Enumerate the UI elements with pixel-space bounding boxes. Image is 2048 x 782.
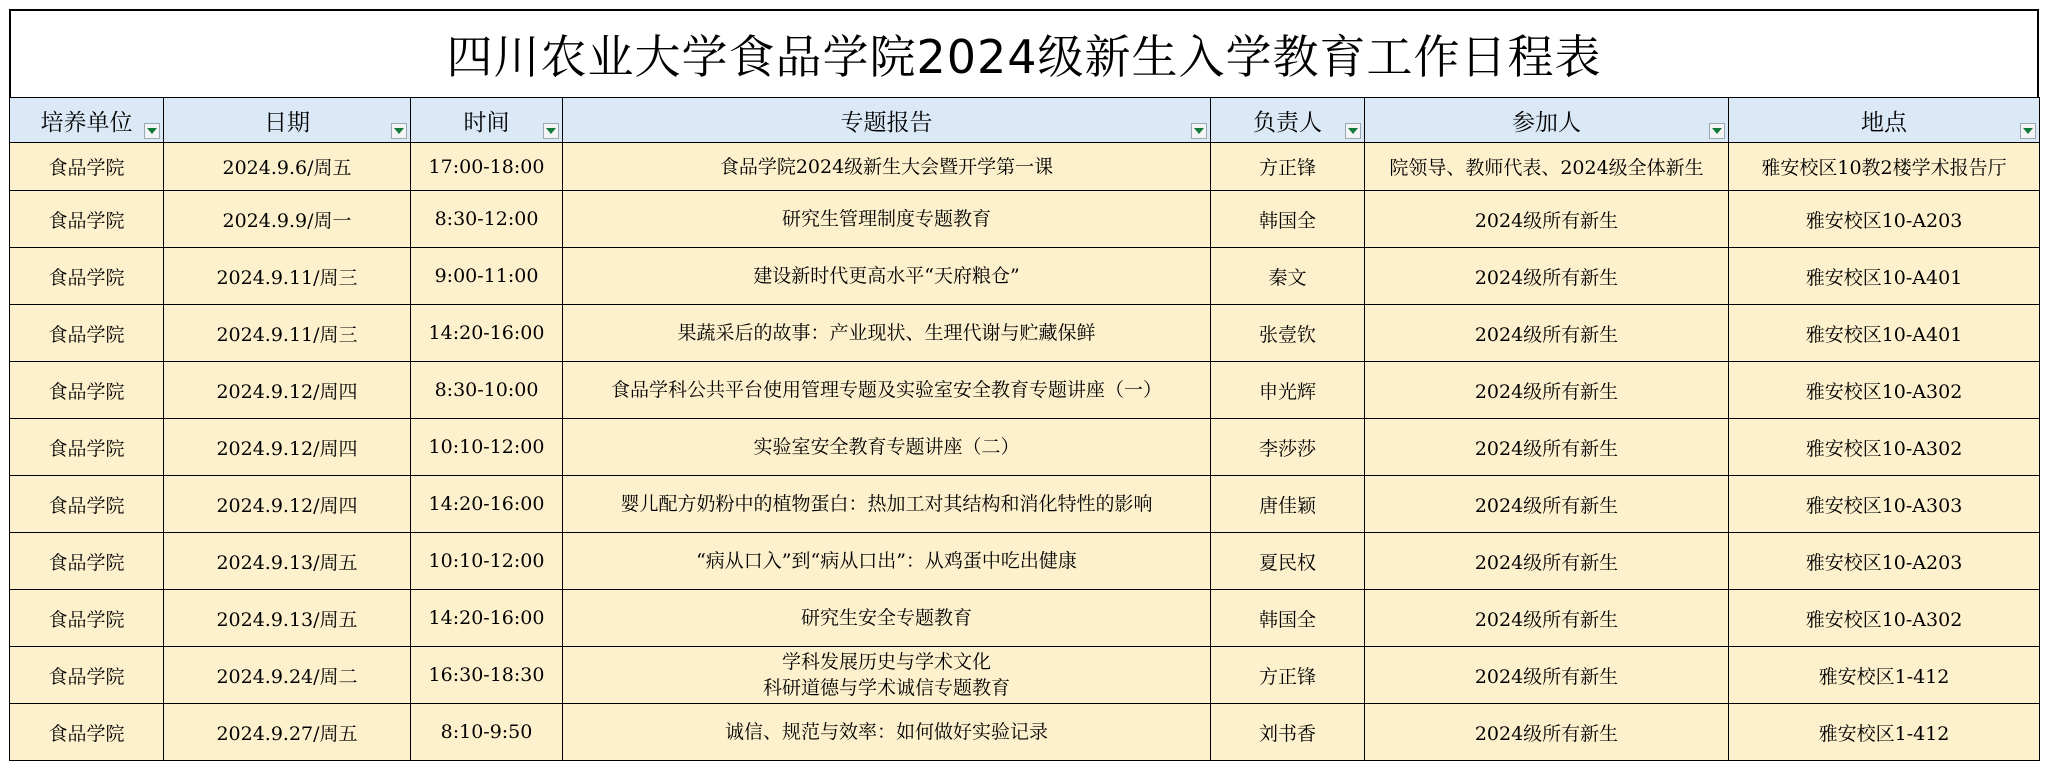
cell-unit[interactable]: 食品学院 <box>10 476 164 533</box>
cell-location[interactable]: 雅安校区10-A203 <box>1729 533 2040 590</box>
table-row <box>10 647 2040 704</box>
column-header-location[interactable] <box>1729 98 2040 143</box>
cell-unit[interactable]: 食品学院 <box>10 590 164 647</box>
cell-owner[interactable]: 唐佳颖 <box>1211 476 1365 533</box>
cell-attendees[interactable]: 2024级所有新生 <box>1365 704 1729 761</box>
column-header-label: 地点 <box>1861 109 1907 136</box>
sheet-title[interactable]: 四川农业大学食品学院2024级新生入学教育工作日程表 <box>9 9 2039 97</box>
schedule-table <box>9 97 2040 761</box>
topic-line: 研究生管理制度专题教育 <box>781 208 991 230</box>
cell-attendees[interactable]: 2024级所有新生 <box>1365 590 1729 647</box>
cell-time[interactable]: 10:10-12:00 <box>411 533 563 590</box>
cell-topic[interactable] <box>563 143 1211 191</box>
cell-unit[interactable]: 食品学院 <box>10 533 164 590</box>
cell-topic[interactable] <box>563 647 1211 704</box>
cell-location[interactable]: 雅安校区10教2楼学术报告厅 <box>1729 143 2040 191</box>
column-header-topic[interactable] <box>563 98 1211 143</box>
cell-date[interactable]: 2024.9.13/周五 <box>164 533 411 590</box>
column-header-owner[interactable] <box>1211 98 1365 143</box>
cell-topic[interactable] <box>563 419 1211 476</box>
column-header-attendees[interactable] <box>1365 98 1729 143</box>
cell-location[interactable]: 雅安校区10-A401 <box>1729 305 2040 362</box>
cell-unit[interactable]: 食品学院 <box>10 305 164 362</box>
topic-line: 实验室安全教育专题讲座（二） <box>753 436 1020 458</box>
cell-topic[interactable] <box>563 533 1211 590</box>
table-row <box>10 419 2040 476</box>
cell-date[interactable]: 2024.9.9/周一 <box>164 191 411 248</box>
cell-time[interactable]: 8:30-10:00 <box>411 362 563 419</box>
cell-time[interactable]: 9:00-11:00 <box>411 248 563 305</box>
topic-line: 建设新时代更高水平“天府粮仓” <box>753 265 1020 287</box>
column-header-label: 时间 <box>463 109 510 136</box>
cell-time[interactable]: 10:10-12:00 <box>411 419 563 476</box>
cell-location[interactable]: 雅安校区10-A401 <box>1729 248 2040 305</box>
cell-date[interactable]: 2024.9.12/周四 <box>164 362 411 419</box>
table-row <box>10 590 2040 647</box>
cell-attendees[interactable]: 2024级所有新生 <box>1365 476 1729 533</box>
cell-attendees[interactable]: 2024级所有新生 <box>1365 305 1729 362</box>
cell-time[interactable]: 14:20-16:00 <box>411 590 563 647</box>
cell-date[interactable]: 2024.9.11/周三 <box>164 305 411 362</box>
cell-owner[interactable]: 方正锋 <box>1211 143 1365 191</box>
cell-attendees[interactable]: 2024级所有新生 <box>1365 362 1729 419</box>
cell-owner[interactable]: 方正锋 <box>1211 647 1365 704</box>
cell-unit[interactable]: 食品学院 <box>10 248 164 305</box>
filter-dropdown-icon[interactable] <box>2020 123 2036 139</box>
cell-topic[interactable] <box>563 476 1211 533</box>
cell-unit[interactable]: 食品学院 <box>10 647 164 704</box>
column-header-label: 培养单位 <box>40 109 133 136</box>
cell-location[interactable]: 雅安校区10-A203 <box>1729 191 2040 248</box>
cell-location[interactable]: 雅安校区10-A303 <box>1729 476 2040 533</box>
column-header-label: 专题报告 <box>840 109 933 136</box>
cell-attendees[interactable]: 院领导、教师代表、2024级全体新生 <box>1365 143 1729 191</box>
table-row <box>10 191 2040 248</box>
column-header-time[interactable] <box>411 98 563 143</box>
cell-time[interactable]: 16:30-18:30 <box>411 647 563 704</box>
filter-dropdown-icon[interactable] <box>1345 123 1361 139</box>
cell-owner[interactable]: 秦文 <box>1211 248 1365 305</box>
cell-date[interactable]: 2024.9.12/周四 <box>164 419 411 476</box>
filter-dropdown-icon[interactable] <box>543 123 559 139</box>
filter-dropdown-icon[interactable] <box>391 123 407 139</box>
cell-owner[interactable]: 张壹钦 <box>1211 305 1365 362</box>
cell-owner[interactable]: 韩国全 <box>1211 590 1365 647</box>
cell-unit[interactable]: 食品学院 <box>10 143 164 191</box>
topic-line: 学科发展历史与学术文化 <box>781 651 991 673</box>
cell-owner[interactable]: 刘书香 <box>1211 704 1365 761</box>
table-row <box>10 704 2040 761</box>
cell-unit[interactable]: 食品学院 <box>10 362 164 419</box>
cell-date[interactable]: 2024.9.27/周五 <box>164 704 411 761</box>
cell-attendees[interactable]: 2024级所有新生 <box>1365 191 1729 248</box>
filter-dropdown-icon[interactable] <box>1709 123 1725 139</box>
filter-dropdown-icon[interactable] <box>1191 123 1207 139</box>
cell-topic[interactable] <box>563 362 1211 419</box>
cell-topic[interactable] <box>563 590 1211 647</box>
column-header-label: 参加人 <box>1512 109 1581 136</box>
cell-location[interactable]: 雅安校区10-A302 <box>1729 590 2040 647</box>
column-header-label: 日期 <box>264 109 310 136</box>
topic-line: 食品学院2024级新生大会暨开学第一课 <box>719 155 1054 178</box>
cell-topic[interactable] <box>563 305 1211 362</box>
cell-unit[interactable]: 食品学院 <box>10 419 164 476</box>
cell-date[interactable]: 2024.9.24/周二 <box>164 647 411 704</box>
table-row <box>10 305 2040 362</box>
topic-line: 研究生安全专题教育 <box>800 607 972 629</box>
cell-owner[interactable]: 夏民权 <box>1211 533 1365 590</box>
topic-line: 婴儿配方奶粉中的植物蛋白：热加工对其结构和消化特性的影响 <box>620 493 1153 515</box>
cell-unit[interactable]: 食品学院 <box>10 191 164 248</box>
cell-date[interactable]: 2024.9.13/周五 <box>164 590 411 647</box>
cell-topic[interactable] <box>563 704 1211 761</box>
cell-time[interactable]: 14:20-16:00 <box>411 305 563 362</box>
filter-dropdown-icon[interactable] <box>144 123 160 139</box>
cell-location[interactable]: 雅安校区10-A302 <box>1729 419 2040 476</box>
cell-topic[interactable] <box>563 248 1211 305</box>
cell-date[interactable]: 2024.9.12/周四 <box>164 476 411 533</box>
cell-location[interactable]: 雅安校区1-412 <box>1729 647 2040 704</box>
column-header-date[interactable] <box>164 98 411 143</box>
column-header-unit[interactable] <box>10 98 164 143</box>
cell-date[interactable]: 2024.9.11/周三 <box>164 248 411 305</box>
table-row <box>10 362 2040 419</box>
cell-owner[interactable]: 李莎莎 <box>1211 419 1365 476</box>
cell-time[interactable]: 8:30-12:00 <box>411 191 563 248</box>
topic-line: 果蔬采后的故事：产业现状、生理代谢与贮藏保鲜 <box>677 322 1096 344</box>
spreadsheet <box>9 9 2039 761</box>
cell-topic[interactable] <box>563 191 1211 248</box>
cell-time[interactable]: 14:20-16:00 <box>411 476 563 533</box>
cell-location[interactable]: 雅安校区1-412 <box>1729 704 2040 761</box>
cell-time[interactable]: 8:10-9:50 <box>411 704 563 761</box>
cell-unit[interactable]: 食品学院 <box>10 704 164 761</box>
topic-line: 诚信、规范与效率：如何做好实验记录 <box>724 721 1048 743</box>
table-row <box>10 533 2040 590</box>
cell-attendees[interactable]: 2024级所有新生 <box>1365 533 1729 590</box>
topic-line: 食品学科公共平台使用管理专题及实验室安全教育专题讲座（一） <box>610 379 1162 401</box>
cell-time[interactable]: 17:00-18:00 <box>411 143 563 191</box>
table-row <box>10 143 2040 191</box>
column-header-label: 负责人 <box>1253 109 1322 136</box>
cell-attendees[interactable]: 2024级所有新生 <box>1365 647 1729 704</box>
topic-line: 科研道德与学术诚信专题教育 <box>762 677 1010 699</box>
cell-attendees[interactable]: 2024级所有新生 <box>1365 248 1729 305</box>
header-row <box>10 98 2040 143</box>
cell-date[interactable]: 2024.9.6/周五 <box>164 143 411 191</box>
topic-line: “病从口入”到“病从口出”：从鸡蛋中吃出健康 <box>696 550 1077 572</box>
table-row <box>10 476 2040 533</box>
cell-attendees[interactable]: 2024级所有新生 <box>1365 419 1729 476</box>
cell-owner[interactable]: 申光辉 <box>1211 362 1365 419</box>
table-body <box>10 143 2040 761</box>
table-row <box>10 248 2040 305</box>
cell-location[interactable]: 雅安校区10-A302 <box>1729 362 2040 419</box>
cell-owner[interactable]: 韩国全 <box>1211 191 1365 248</box>
